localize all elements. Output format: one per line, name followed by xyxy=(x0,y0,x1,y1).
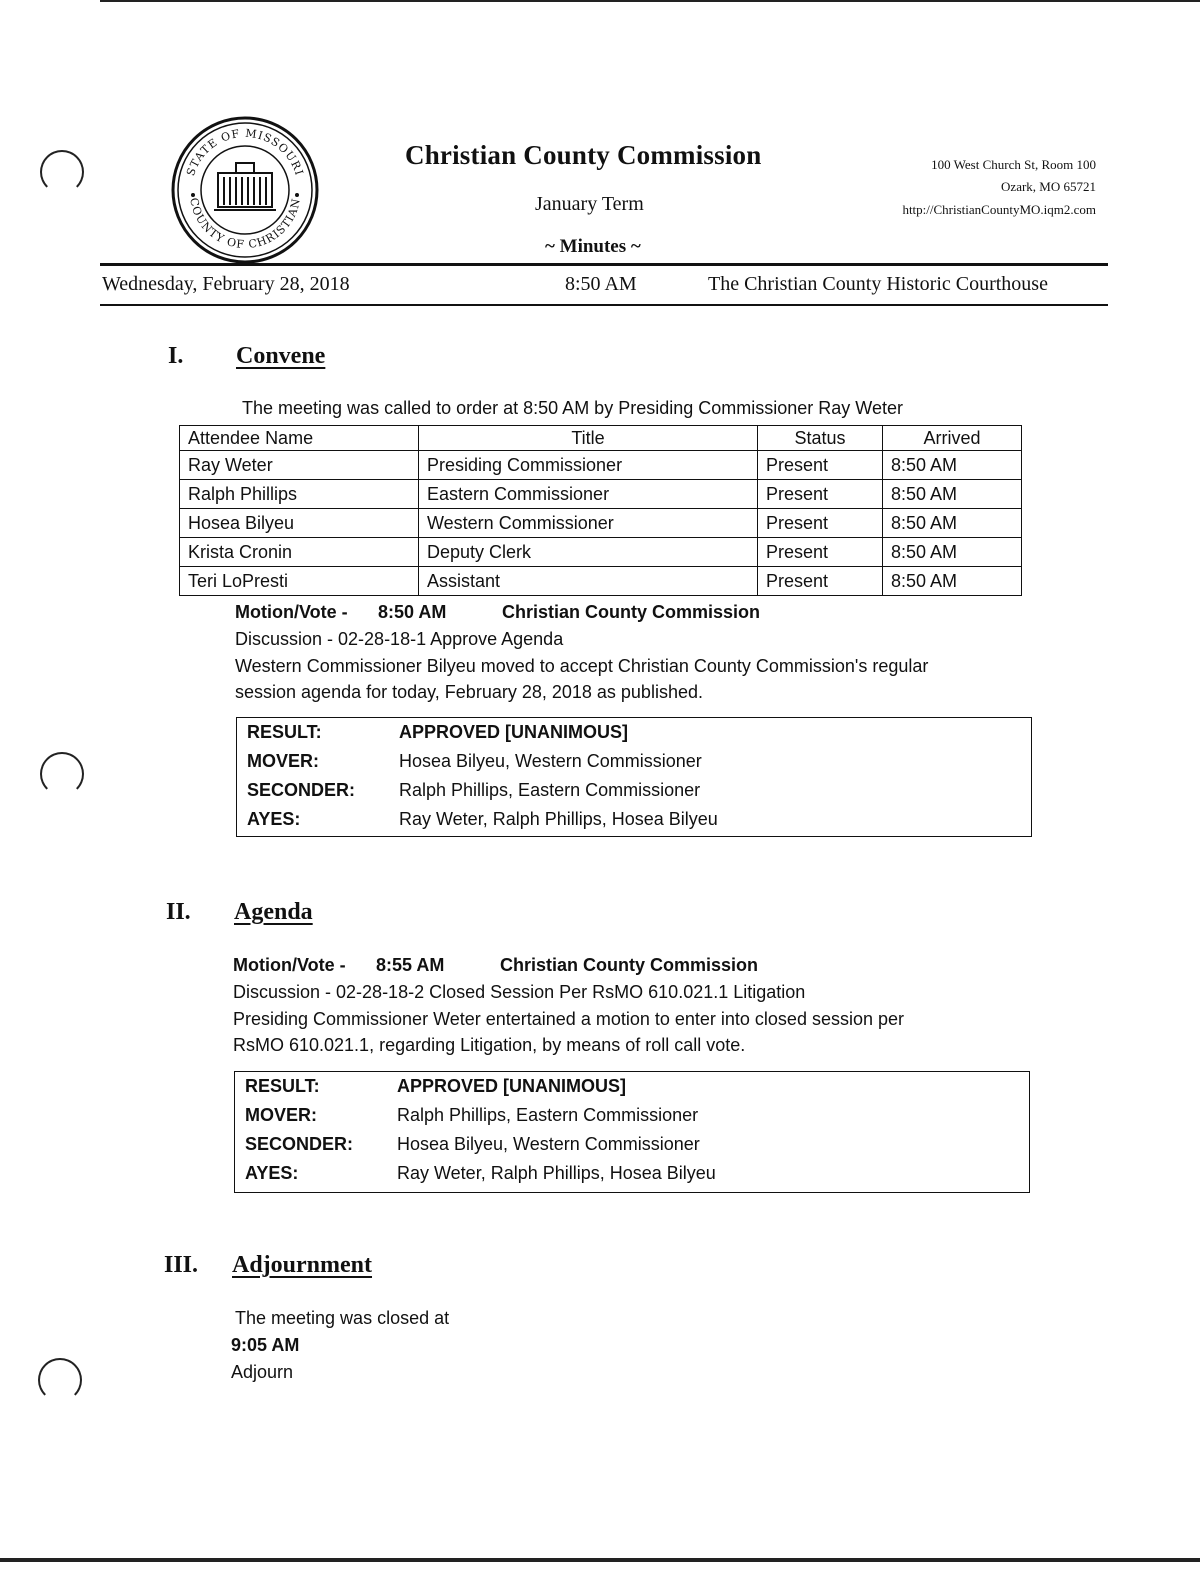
table-row xyxy=(180,480,1022,509)
section-title-agenda: Agenda xyxy=(234,899,313,925)
attendee-arrived: 8:50 AM xyxy=(883,567,1022,596)
website-link[interactable]: http://ChristianCountyMO.iqm2.com xyxy=(902,202,1096,217)
attendee-status: Present xyxy=(758,509,883,538)
commission-title: Christian County Commission xyxy=(405,140,762,170)
motion-label: Motion/Vote - xyxy=(235,602,348,622)
scan-edge-top xyxy=(100,0,1200,2)
section-number: II. xyxy=(166,899,191,925)
attendee-status: Present xyxy=(758,480,883,509)
motion-time: 8:50 AM xyxy=(378,602,447,622)
attendee-title: Presiding Commissioner xyxy=(419,451,758,480)
mover-value: Ralph Phillips, Eastern Commissioner xyxy=(397,1105,699,1125)
attendee-status: Present xyxy=(758,567,883,596)
table-header-row xyxy=(180,426,1022,451)
seconder-value: Hosea Bilyeu, Western Commissioner xyxy=(397,1134,700,1154)
motion-body: Christian County Commission xyxy=(502,602,761,622)
attendee-arrived: 8:50 AM xyxy=(883,480,1022,509)
motion-text-line: session agenda for today, February 28, 2018 as published. xyxy=(235,682,703,702)
attendee-arrived: 8:50 AM xyxy=(883,538,1022,567)
section-title-adjournment: Adjournment xyxy=(232,1252,373,1278)
seconder-label: SECONDER: xyxy=(247,780,356,800)
table-row xyxy=(180,509,1022,538)
column-header: Title xyxy=(419,426,758,451)
ayes-label: AYES: xyxy=(247,809,301,829)
minutes-label: ~ Minutes ~ xyxy=(545,236,641,257)
meeting-location: The Christian County Historic Courthouse xyxy=(708,273,1048,295)
header-rule-bottom xyxy=(100,304,1108,306)
attendee-status: Present xyxy=(758,538,883,567)
result-label: RESULT: xyxy=(247,722,322,742)
punch-hole-icon xyxy=(40,150,84,194)
header-rule-top xyxy=(100,263,1108,266)
attendee-status: Present xyxy=(758,451,883,480)
svg-text:STATE OF MISSOURI: STATE OF MISSOURI xyxy=(184,126,306,178)
result-value: APPROVED [UNANIMOUS] xyxy=(397,1076,627,1096)
meeting-time: 8:50 AM xyxy=(565,273,637,295)
seconder-label: SECONDER: xyxy=(245,1134,354,1154)
column-header: Arrived xyxy=(883,426,1022,451)
attendee-title: Assistant xyxy=(419,567,758,596)
attendee-arrived: 8:50 AM xyxy=(883,509,1022,538)
attendance-table xyxy=(179,425,1022,596)
table-row xyxy=(180,451,1022,480)
motion-discussion: Discussion - 02-28-18-2 Closed Session Per RsMO 610.021.1 Litigation xyxy=(233,982,806,1002)
adjourn-text: The meeting was closed at xyxy=(235,1308,450,1328)
column-header: Status xyxy=(758,426,883,451)
column-header: Attendee Name xyxy=(180,426,419,451)
vote-result-box xyxy=(236,717,1032,837)
motion-body: Christian County Commission xyxy=(500,955,759,975)
term-label: January Term xyxy=(535,193,644,215)
punch-hole-icon xyxy=(40,752,84,796)
attendee-name: Ralph Phillips xyxy=(180,480,419,509)
motion-text-line: RsMO 610.021.1, regarding Litigation, by means of roll call vote. xyxy=(233,1035,746,1055)
punch-hole-icon xyxy=(38,1358,82,1402)
motion-text-line: Western Commissioner Bilyeu moved to accept Christian County Commission's regular xyxy=(235,656,929,676)
section-number: III. xyxy=(164,1252,199,1278)
attendee-name: Teri LoPresti xyxy=(180,567,419,596)
mover-value: Hosea Bilyeu, Western Commissioner xyxy=(399,751,702,771)
attendee-name: Ray Weter xyxy=(180,451,419,480)
motion-discussion: Discussion - 02-28-18-1 Approve Agenda xyxy=(235,629,564,649)
motion-text-line: Presiding Commissioner Weter entertained a motion to enter into closed session per xyxy=(233,1009,905,1029)
attendee-title: Eastern Commissioner xyxy=(419,480,758,509)
county-seal-icon xyxy=(170,115,320,265)
table-row xyxy=(180,567,1022,596)
svg-text:COUNTY OF CHRISTIAN: COUNTY OF CHRISTIAN xyxy=(187,196,303,252)
seconder-value: Ralph Phillips, Eastern Commissioner xyxy=(399,780,701,800)
motion-time: 8:55 AM xyxy=(376,955,445,975)
address-line-1: 100 West Church St, Room 100 xyxy=(931,157,1096,172)
attendee-arrived: 8:50 AM xyxy=(883,451,1022,480)
convene-intro: The meeting was called to order at 8:50 AM by Presiding Commissioner Ray Weter xyxy=(242,398,903,418)
adjourn-label: Adjourn xyxy=(231,1362,294,1382)
result-value: APPROVED [UNANIMOUS] xyxy=(399,722,629,742)
adjourn-time: 9:05 AM xyxy=(231,1335,300,1355)
result-label: RESULT: xyxy=(245,1076,320,1096)
mover-label: MOVER: xyxy=(247,751,319,771)
vote-result-box xyxy=(234,1071,1030,1193)
motion-label: Motion/Vote - xyxy=(233,955,346,975)
attendee-name: Krista Cronin xyxy=(180,538,419,567)
meeting-date: Wednesday, February 28, 2018 xyxy=(102,273,350,295)
table-row xyxy=(180,538,1022,567)
ayes-value: Ray Weter, Ralph Phillips, Hosea Bilyeu xyxy=(397,1163,716,1183)
mover-label: MOVER: xyxy=(245,1105,317,1125)
ayes-value: Ray Weter, Ralph Phillips, Hosea Bilyeu xyxy=(399,809,718,829)
scan-edge-bottom xyxy=(0,1558,1200,1562)
attendee-name: Hosea Bilyeu xyxy=(180,509,419,538)
section-number: I. xyxy=(168,343,184,369)
ayes-label: AYES: xyxy=(245,1163,299,1183)
address-line-2: Ozark, MO 65721 xyxy=(1001,179,1096,194)
attendee-title: Deputy Clerk xyxy=(419,538,758,567)
section-title-convene: Convene xyxy=(236,343,326,369)
attendee-title: Western Commissioner xyxy=(419,509,758,538)
